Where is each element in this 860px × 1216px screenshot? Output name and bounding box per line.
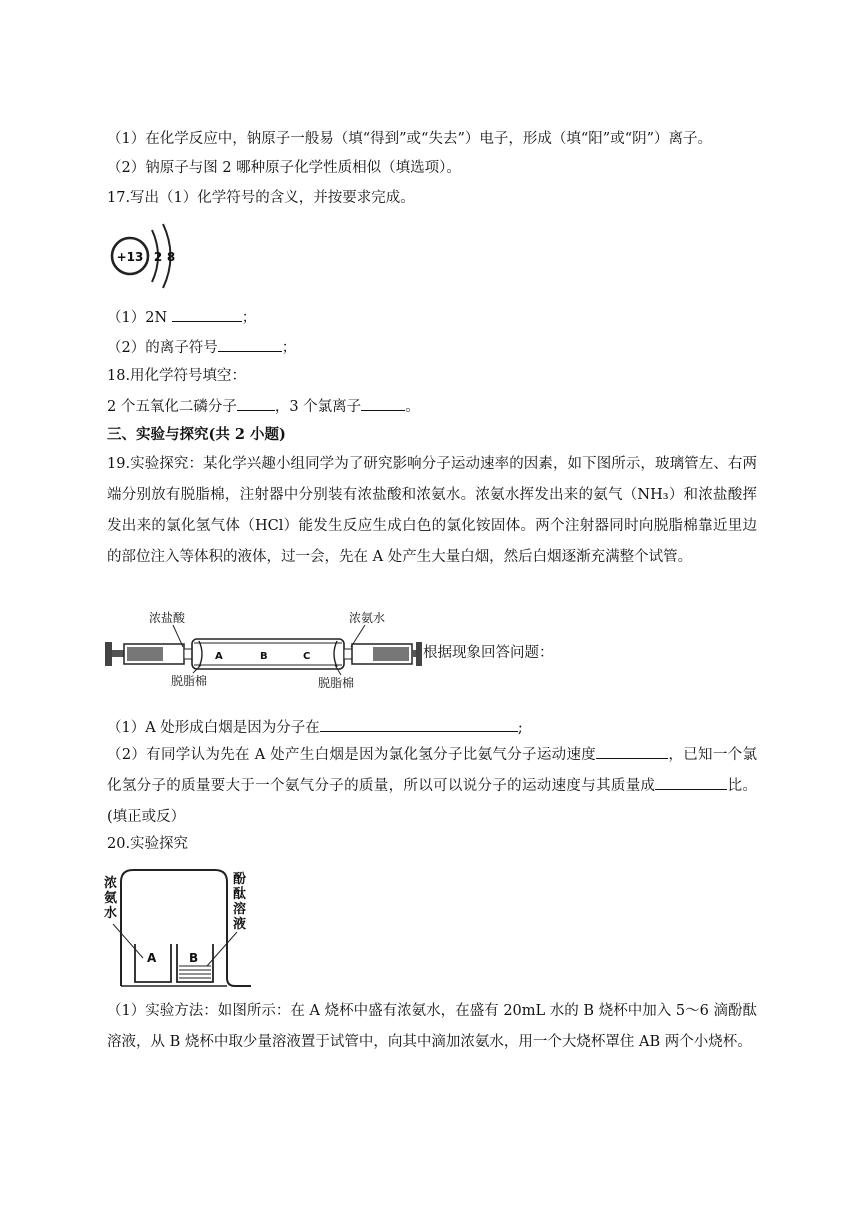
- hcl-label: 浓盐酸: [149, 611, 186, 625]
- right-plunger-end: [416, 642, 422, 666]
- q18-line: [107, 396, 420, 417]
- q19-item-1: [107, 717, 523, 738]
- position-c-label: C: [303, 651, 311, 662]
- label-phenolphthalein: 酚酞溶液: [233, 872, 247, 932]
- q18-part-a: 2 个五氧化二磷分子: [107, 399, 237, 415]
- q19-paragraph: 19.实验探究：某化学兴趣小组同学为了研究影响分子运动速率的因素，如下图所示，玻璃管左、右两端分别放有脱脂棉，注射器中分别装有浓盐酸和浓氨水。浓氨水挥发出来的氨气（NH₃）和浓盐酸挥发出来的氯化氢气体（HCl）能发生反应生成白色的氯化铵固体。两个注射器同时向脱脂棉靠近里边的部位注入等体积的液体，过一会，先在 A 处产生大量白烟，然后白烟逐渐充满整个试管。: [107, 456, 757, 565]
- q17-item-1-text: （1）2N: [107, 310, 168, 326]
- answer-blank[interactable]: [320, 717, 518, 732]
- position-b-label: B: [260, 651, 268, 662]
- q18-part-b: ，3 个氯离子: [274, 399, 362, 415]
- q19-item-2-end: 比。(填正或反）: [107, 778, 758, 825]
- q19-prompt: 根据现象回答问题：: [423, 645, 554, 661]
- large-beaker: [121, 870, 251, 986]
- cotton-left-label: 脱脂棉: [171, 674, 208, 688]
- answer-blank[interactable]: [655, 775, 727, 790]
- q19-item-1-text: （1）A 处形成白烟是因为分子在: [107, 720, 320, 736]
- q20-item-1: （1）实验方法：如图所示：在 A 烧杯中盛有浓氨水，在盛有 20mL 水的 B 烧杯中加入 5～6 滴酚酞溶液，从 B 烧杯中取少量溶液置于试管中，向其中滴加浓氨水，用一个大烧杯罩住 AB 两个小烧杯。: [107, 1003, 757, 1050]
- beaker-a-label: A: [147, 951, 157, 965]
- q19-item-2-text: （2）有同学认为先在 A 处产生白烟是因为氯化氢分子比氨气分子运动速度: [107, 747, 597, 763]
- answer-blank[interactable]: [172, 307, 242, 322]
- q17-title: 17.写出（1）化学符号的含义，并按要求完成。: [107, 190, 415, 206]
- diffusion-tube-diagram: [103, 609, 423, 691]
- q17-item-2: [107, 337, 296, 358]
- answer-blank[interactable]: [596, 744, 668, 759]
- cotton-right-label: 脱脂棉: [318, 676, 355, 690]
- q17-item-1-end: ；: [241, 310, 257, 326]
- beaker-b-label: B: [189, 951, 199, 965]
- left-syringe-tip: [184, 649, 192, 659]
- section-heading: 三、实验与探究(共 2 小题): [107, 426, 286, 443]
- right-syringe-tip: [344, 649, 352, 659]
- q17-item-2-end: ；: [281, 340, 297, 356]
- q18-end: 。: [405, 399, 420, 415]
- nucleus-charge: +13: [116, 250, 144, 264]
- answer-blank[interactable]: [237, 396, 275, 411]
- left-plunger-end: [105, 642, 112, 666]
- atom-structure-diagram: [108, 218, 190, 294]
- position-a-label: A: [215, 651, 223, 662]
- left-syringe-liquid: [127, 647, 163, 661]
- shell-2-electrons: 8: [166, 250, 176, 264]
- label-ammonia: 浓氨水: [104, 876, 118, 921]
- q20-title: 20.实验探究: [107, 836, 189, 852]
- answer-blank[interactable]: [361, 396, 405, 411]
- q18-title: 18.用化学符号填空：: [107, 368, 247, 384]
- q16-line-1: （1）在化学反应中，钠原子一般易（填“得到”或“失去”）电子，形成（填“阳”或“阴”）离子。: [107, 131, 713, 147]
- shell-1-electrons: 2: [153, 250, 163, 264]
- q19-item-1-end: ;: [517, 720, 523, 736]
- q17-item-2-text: （2）的离子符号: [107, 340, 218, 356]
- answer-blank[interactable]: [218, 337, 282, 352]
- q19-item-2: [107, 740, 757, 833]
- q17-item-1: [107, 307, 256, 328]
- q19-item-2-mid: ，已知一个氯化氢分子的质量要大于一个氨气分子的质量，所以可以说分子的运动速度与其质量成: [107, 747, 757, 794]
- left-plunger-rod: [112, 650, 124, 657]
- q16-line-2: （2）钠原子与图 2 哪种原子化学性质相似（填选项）。: [107, 160, 461, 176]
- nh3-label: 浓氨水: [349, 611, 386, 625]
- right-syringe-liquid: [373, 647, 409, 661]
